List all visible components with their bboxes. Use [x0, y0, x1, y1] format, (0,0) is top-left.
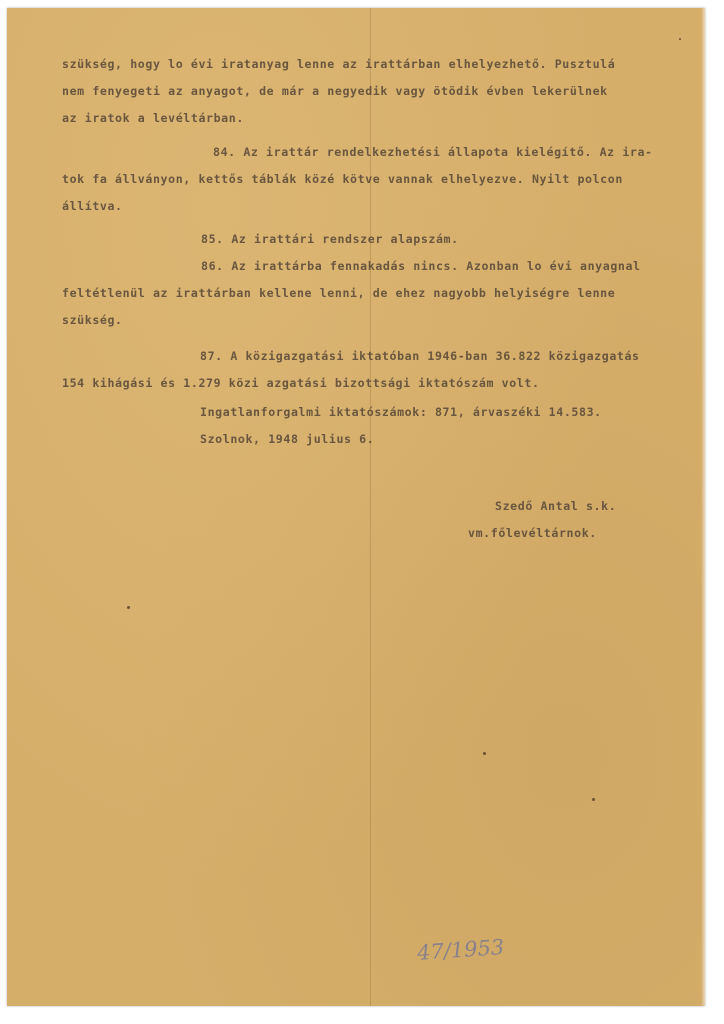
text-line-10: szükség. [62, 313, 123, 327]
paper-speck [483, 752, 486, 755]
text-line-6: állítva. [62, 199, 123, 213]
signature-name: Szedő Antal s.k. [495, 499, 617, 513]
text-line-3: az iratok a levéltárban. [62, 111, 244, 125]
handwritten-annotation: 47/1953 [416, 934, 505, 966]
document-page [7, 8, 705, 1006]
paper-speck [592, 798, 595, 801]
text-line-14: Szolnok, 1948 julius 6. [200, 432, 375, 446]
text-line-4: 84. Az irattár rendelkezhetési állapota kielégítő. Az ira- [213, 145, 653, 159]
text-line-9: feltétlenül az irattárban kellene lenni, de ehez nagyobb helyiségre lenne [62, 286, 616, 300]
text-line-13: Ingatlanforgalmi iktatószámok: 871, árvaszéki 14.583. [200, 405, 602, 419]
paper-edge [701, 8, 705, 1006]
paper-speck [127, 606, 130, 609]
text-line-5: tok fa állványon, kettős táblák közé kötve vannak elhelyezve. Nyilt polcon [62, 172, 623, 186]
text-line-1: szükség, hogy lo évi iratanyag lenne az irattárban elhelyezhető. Pusztulá [62, 57, 616, 71]
text-line-8: 86. Az irattárba fennakadás nincs. Azonban lo évi anyagnal [201, 259, 641, 273]
paper-speck [679, 38, 681, 40]
signature-title: vm.főlevéltárnok. [468, 526, 597, 540]
text-line-12: 154 kihágási és 1.279 közi azgatási bizottsági iktatószám volt. [62, 376, 540, 390]
text-line-7: 85. Az irattári rendszer alapszám. [201, 232, 459, 246]
text-line-11: 87. A közigazgatási iktatóban 1946-ban 36.822 közigazgatás [200, 349, 640, 363]
text-line-2: nem fenyegeti az anyagot, de már a negyedik vagy ötödik évben lekerülnek [62, 84, 608, 98]
